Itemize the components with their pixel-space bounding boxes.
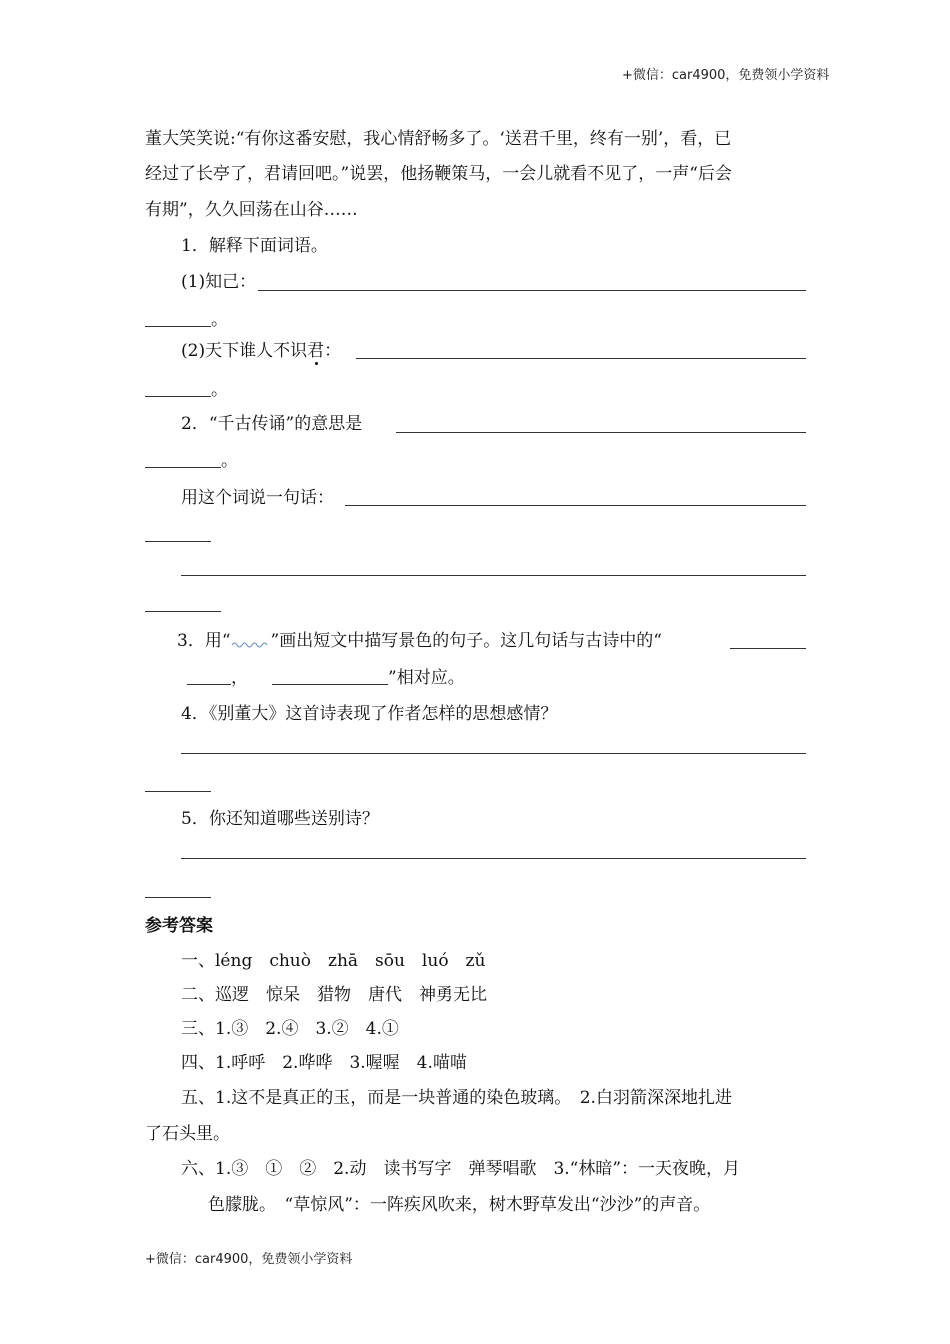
question-1a-label: (1)知己：: [181, 272, 257, 292]
answer-line-2: 二、巡逻 惊呆 猎物 唐代 神勇无比: [181, 985, 487, 1005]
answer-blank-5[interactable]: [181, 858, 806, 859]
answer-blank-2c-cont[interactable]: [145, 611, 221, 612]
answer-blank-4-cont[interactable]: [145, 791, 211, 792]
question-1b-period: 。: [211, 380, 228, 400]
answer-blank-3a-cont[interactable]: [187, 684, 231, 685]
question-3-pre: 3．用“: [177, 631, 231, 651]
answer-blank-1b-cont[interactable]: [145, 396, 211, 397]
answer-key-heading: 参考答案: [145, 916, 213, 936]
answer-blank-3a[interactable]: [730, 648, 806, 649]
question-1b-dotted-char: 君: [307, 341, 325, 361]
question-3-post: ”相对应。: [388, 668, 465, 688]
answer-line-3: 三、1.③ 2.④ 3.② 4.①: [181, 1019, 399, 1039]
answer-line-5a: 五、1.这不是真正的玉，而是一块普通的染色玻璃。 2.白羽箭深深地扎进: [181, 1088, 732, 1108]
question-4-prompt: 4．《别董大》这首诗表现了作者怎样的思想感情？: [181, 704, 558, 724]
answer-line-1: 一、léng chuò zhā sōu luó zǔ: [181, 951, 486, 971]
answer-blank-1a-cont[interactable]: [145, 326, 211, 327]
passage-line-3: 有期”，久久回荡在山谷……: [145, 200, 358, 220]
answer-blank-3b[interactable]: [272, 684, 388, 685]
question-5-prompt: 5．你还知道哪些送别诗？: [181, 809, 379, 829]
answer-blank-5-cont[interactable]: [145, 897, 211, 898]
question-1b-label-pre: (2)天下谁人不识: [181, 341, 308, 361]
passage-line-1: 董大笑笑说:“有你这番安慰，我心情舒畅多了。‘送君千里，终有一别’，看，已: [145, 129, 732, 149]
answer-blank-2a-cont[interactable]: [145, 467, 221, 468]
question-2-period: 。: [221, 451, 238, 471]
answer-blank-2c[interactable]: [181, 575, 806, 576]
answer-line-4: 四、1.呼呼 2.哗哗 3.喔喔 4.喵喵: [181, 1053, 467, 1073]
question-1b-label: [181, 340, 341, 362]
header-watermark: +微信：car4900，免费领小学资料: [622, 68, 830, 83]
passage-line-2: 经过了长亭了，君请回吧。”说罢，他扬鞭策马，一会儿就看不见了，一声“后会: [145, 164, 732, 184]
answer-line-6b: 色朦胧。 “草惊风”：一阵疾风吹来，树木野草发出“沙沙”的声音。: [208, 1195, 711, 1215]
answer-blank-2a[interactable]: [396, 432, 806, 433]
answer-blank-1a[interactable]: [258, 290, 806, 291]
footer-watermark: +微信：car4900，免费领小学资料: [145, 1252, 353, 1267]
answer-blank-1b[interactable]: [356, 358, 806, 359]
answer-blank-2b[interactable]: [345, 505, 806, 506]
question-3-mid: ”画出短文中描写景色的句子。这几句话与古诗中的“: [270, 631, 662, 651]
answer-line-6a: 六、1.③ ① ② 2.动 读书写字 弹琴唱歌 3.“林暗”：一天夜晚，月: [181, 1159, 741, 1179]
question-2-prompt: 2．“千古传诵”的意思是: [181, 414, 363, 434]
wavy-underline-icon: [231, 638, 271, 648]
answer-blank-2b-cont[interactable]: [145, 541, 211, 542]
question-3-comma: ，: [231, 668, 248, 688]
question-1a-period: 。: [211, 310, 228, 330]
answer-line-5b: 了石头里。: [145, 1124, 230, 1144]
question-3-line-1: [177, 630, 662, 652]
question-1b-label-post: ：: [324, 341, 342, 361]
question-2-sentence-label: 用这个词说一句话：: [181, 488, 334, 508]
answer-blank-4[interactable]: [181, 753, 806, 754]
question-1-prompt: 1．解释下面词语。: [181, 236, 328, 256]
